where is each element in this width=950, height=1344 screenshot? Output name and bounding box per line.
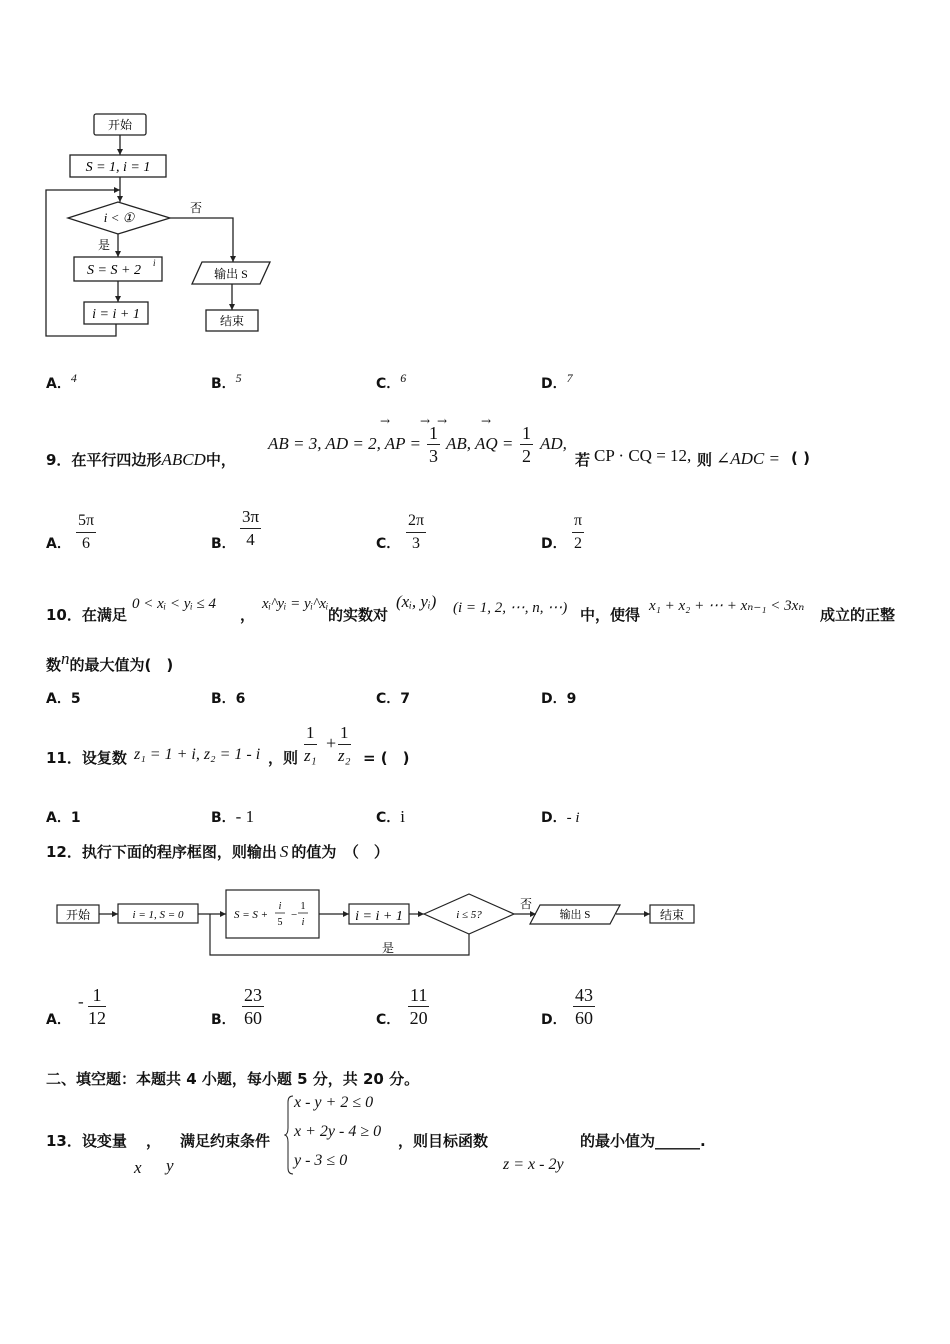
flow2-end: 结束 [659,908,685,922]
q11-given: z₁ = 1 + i, z₂ = 1 - i [134,746,261,763]
flow2-body-f1d: 5 [277,917,283,928]
q12-option-a[interactable]: A． [46,1012,71,1028]
q13-x: x [134,1158,142,1177]
q13-mid: 满足约束条件 [180,1132,271,1150]
q10-comma: ， [240,606,256,624]
flow1-body-sup: i [153,258,156,268]
flow1-output: 输出 S [214,267,248,281]
q9-frac1: $\frac{1}{3}$ [429,423,438,466]
flow1-start: 开始 [107,118,133,132]
q10-cond1: 0 < xᵢ < yᵢ ≤ 4 [132,596,217,612]
q9-option-c-frac: $\frac{2\pi}{3}$ [408,512,425,552]
q12-option-b[interactable]: B． [211,1012,236,1028]
q10-option-b[interactable]: B．6 [211,691,246,707]
q9-option-b[interactable]: B． [211,536,236,552]
q8-option-a[interactable]: A．4 [46,371,77,392]
section2-title: 二、填空题：本题共 4 小题，每小题 5 分，共 20 分。 [46,1070,420,1088]
q11-frac2: $\frac{1}{\text{z₂}}$ [338,723,351,765]
q13-tail2: 的最小值为______. [580,1132,706,1150]
q9-option-d[interactable]: D． [541,536,567,552]
vector-arrow-icon: → [380,414,391,428]
q9-option-a-frac: $\frac{5\pi}{6}$ [78,512,95,552]
q11-eq: = ( ) [363,749,410,767]
flow2-yes: 是 [381,941,395,955]
q13-blank[interactable]: ______ [655,1132,701,1150]
q12-option-d[interactable]: D． [541,1012,567,1028]
q10-option-d[interactable]: D．9 [541,691,577,707]
q10-pair: (xᵢ, yᵢ) [396,592,437,611]
q8-option-d[interactable]: D．7 [541,371,573,392]
q12-text: 12．执行下面的程序框图，则输出 S 的值为 （ ） [46,842,389,861]
flow2-body-f2n: 1 [300,901,306,912]
q11-option-a[interactable]: A．1 [46,810,81,826]
q10-mid: 中，使得 [580,606,641,624]
q13-y: y [166,1156,174,1175]
q11-option-d[interactable]: D．- i [541,810,580,826]
flow2-body-a: S = S + [234,909,269,921]
q12-option-b-frac: $\frac{23}{60}$ [244,985,262,1028]
q12-option-c[interactable]: C． [376,1012,401,1028]
q13-comma: ， [146,1132,162,1150]
q13-obj: z = x - 2y [503,1156,564,1173]
q10-option-c[interactable]: C．7 [376,691,411,707]
flow1-body: S = S + 2 [87,263,141,278]
q9-ask: ∠ADC = [716,449,780,468]
q9-given3: AD, [540,434,567,453]
q11-frac1: $\frac{1}{\text{z₁}}$ [304,723,317,765]
q11-option-c[interactable]: C．i [376,807,406,826]
flow1-no: 否 [190,201,203,215]
flow1-init: S = 1, i = 1 [85,160,151,175]
q10-line2: 数n的最大值为( ) [46,649,174,674]
q13-c2: x + 2y - 4 ≥ 0 [294,1123,382,1140]
q10-range: (i = 1, 2, ⋯, n, ⋯) [453,600,568,616]
q12-option-c-frac: $\frac{11}{20}$ [409,985,428,1028]
flow2-body-minus: − [291,909,298,921]
q9-paren: ( ) [791,449,810,467]
q12-option-d-frac: $\frac{43}{60}$ [575,985,593,1028]
q8-option-b[interactable]: B．5 [211,371,242,392]
q10-prefix: 10．在满足 [46,606,127,624]
q10-tail: 成立的正整 [820,606,896,624]
flow2-incr: i = i + 1 [355,909,403,924]
system-brace-icon [284,1094,294,1176]
vector-arrow-icon: → [481,414,492,428]
q9-option-b-frac: $\frac{3\pi}{4}$ [242,507,260,549]
q12-option-a-sign: - [78,992,84,1011]
q11-prefix: 11．设复数 [46,749,127,767]
q13-prefix: 13．设变量 [46,1132,127,1150]
q13-tail1: ，则目标函数 [398,1132,489,1150]
q10-ineq: x₁ + x₂ + ⋯ + xₙ₋₁ < 3xₙ [649,598,805,614]
q9-ze: 则 [697,451,713,469]
q9-given2: AB, AQ = [446,434,514,453]
q11-option-b[interactable]: B．- 1 [211,807,255,826]
q10-option-a[interactable]: A．5 [46,691,81,707]
q11-ze: ，则 [268,749,299,767]
q9-ruo: 若 [575,451,591,469]
flow2-cond: i ≤ 5? [456,909,482,921]
flow1-end: 结束 [219,314,245,328]
q9-option-d-frac: $\frac{\pi}{2}$ [574,512,583,552]
q9-option-a[interactable]: A． [46,536,71,552]
flow2-body-f1n: i [278,901,282,912]
flow2-body-f2d: i [301,917,305,928]
q10-cond2: xᵢ^yᵢ = yᵢ^xᵢ [262,596,329,612]
q10-pairs: 的实数对 [328,606,389,624]
flow2-start: 开始 [65,908,91,922]
q9-prefix: 9．在平行四边形ABCD中， [46,450,236,469]
vector-arrow-icon: → [420,414,431,428]
q13-c3: y - 3 ≤ 0 [294,1152,348,1169]
q13-c1: x - y + 2 ≤ 0 [294,1094,374,1111]
flow2-no: 否 [520,897,533,911]
vector-arrow-icon: → [437,414,448,428]
flowchart-2 [54,885,704,965]
q9-cond: CP · CQ = 12, [594,446,692,465]
flow1-cond: i < ① [103,210,135,225]
flow2-output: 输出 S [559,909,591,921]
flowchart-1 [40,108,280,343]
flow2-init: i = 1, S = 0 [132,909,184,921]
flow1-incr: i = i + 1 [92,307,140,322]
q9-frac2: $\frac{1}{2}$ [522,423,531,466]
flow1-yes: 是 [98,238,111,252]
q8-option-c[interactable]: C．6 [376,371,407,392]
q11-plus: + [326,733,337,753]
q9-option-c[interactable]: C． [376,536,401,552]
q9-given1: AB = 3, AD = 2, AP = [268,434,421,453]
q12-option-a-frac: $\frac{1}{12}$ [88,985,106,1028]
